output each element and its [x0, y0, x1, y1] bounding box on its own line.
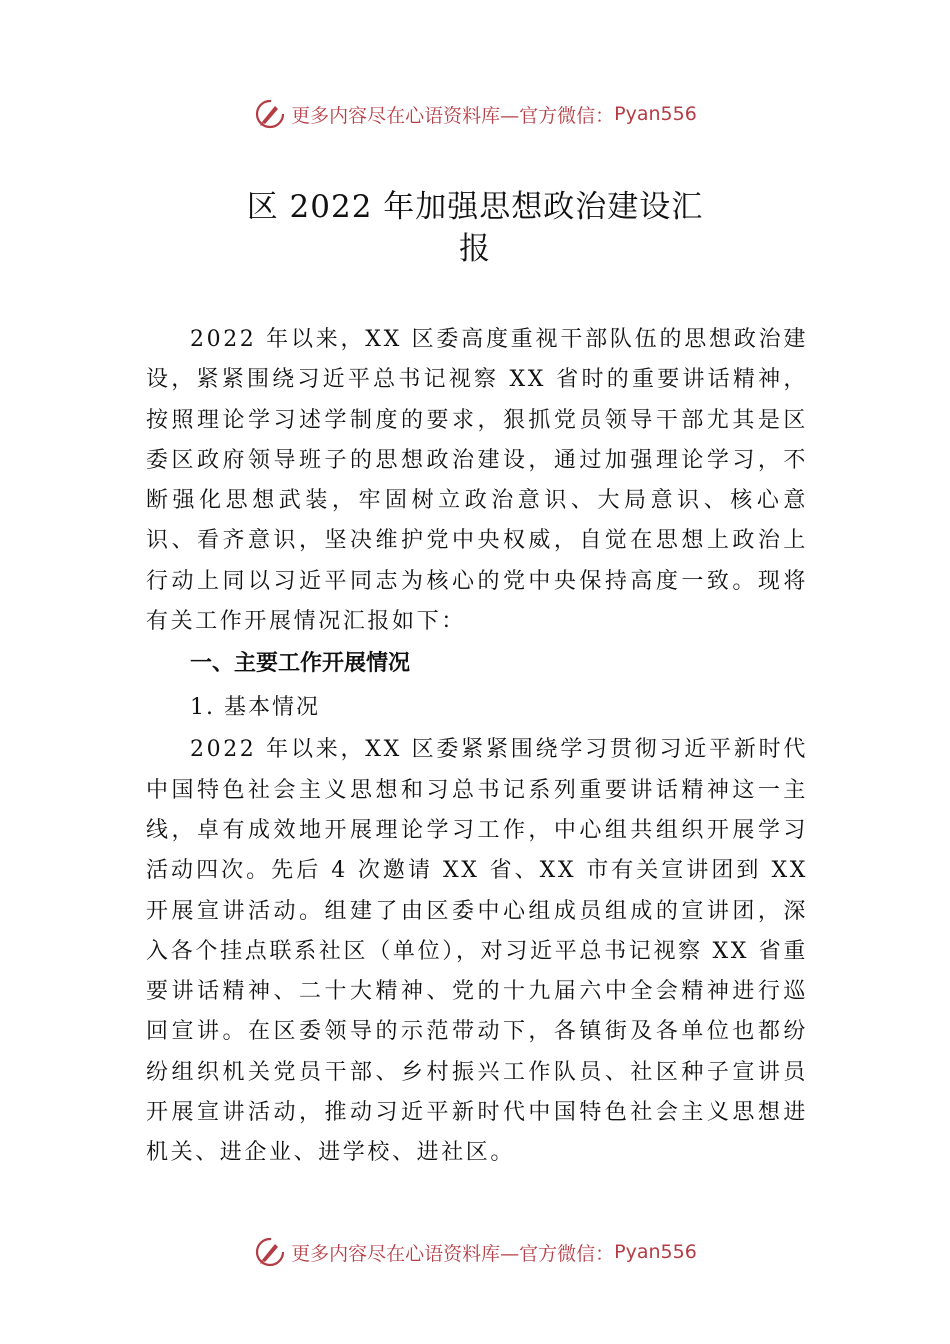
section-heading: 一、主要工作开展情况 — [190, 651, 411, 677]
intro-paragraph: 2022 年以来，XX 区委高度重视干部队伍的思想政治建设，紧紧围绕习近平总书记视察 XX 省时的重要讲话精神，按照理论学习述学制度的要求，狠抓党员领导干部尤其是区委区政府领导班子的思想政治建设，通过加强理论学习，不断强化思想武装，牢固树立政治意识、大局意识、核心意识、看齐意识，坚决维护党中央权威，自觉在思想上政治上行动上同以习近平同志为核心的党中央保持高度一致。现将有关工作开展情况汇报如下： — [146, 327, 808, 635]
subsection-heading: 1. 基本情况 — [190, 695, 320, 721]
watermark-text: 更多内容尽在心语资料库—官方微信： — [291, 104, 615, 127]
title-line-2: 报 — [459, 231, 491, 267]
document-body — [146, 320, 808, 1174]
watermark-footer — [0, 1232, 950, 1272]
subsection-paragraph: 2022 年以来，XX 区委紧紧围绕学习贯彻习近平新时代中国特色社会主义思想和习总书记系列重要讲话精神这一主线，卓有成效地开展理论学习工作，中心组共组织开展学习活动四次。先后 4 次邀请 XX 省、XX 市有关宣讲团到 XX 开展宣讲活动。组建了由区委中心组成员组成的宣讲团，深 入各个挂点联系社区（单位），对习近平总书记视察 XX 省重要讲话精神、二十大精神、党的十九届六中全会精神进行巡回宣讲。在区委领导的示范带动下，各镇街及各单位也都纷纷组织机关党员干部、乡村振兴工作队员、社区种子宣讲员开展宣讲活动，推动习近平新时代中国特色社会主义思想进机关、进企业、进学校、进社区。 — [146, 737, 808, 1166]
watermark-text: 更多内容尽在心语资料库—官方微信： — [291, 1242, 615, 1265]
watermark-wechat-id: Pyan556 — [614, 1241, 697, 1263]
quill-pen-circle-icon — [253, 97, 287, 131]
quill-pen-circle-icon — [253, 1235, 287, 1269]
watermark-wechat-id: Pyan556 — [614, 103, 697, 125]
document-title — [0, 186, 950, 270]
title-line-1: 区 2022 年加强思想政治建设汇 — [246, 189, 704, 225]
watermark-header — [0, 94, 950, 134]
